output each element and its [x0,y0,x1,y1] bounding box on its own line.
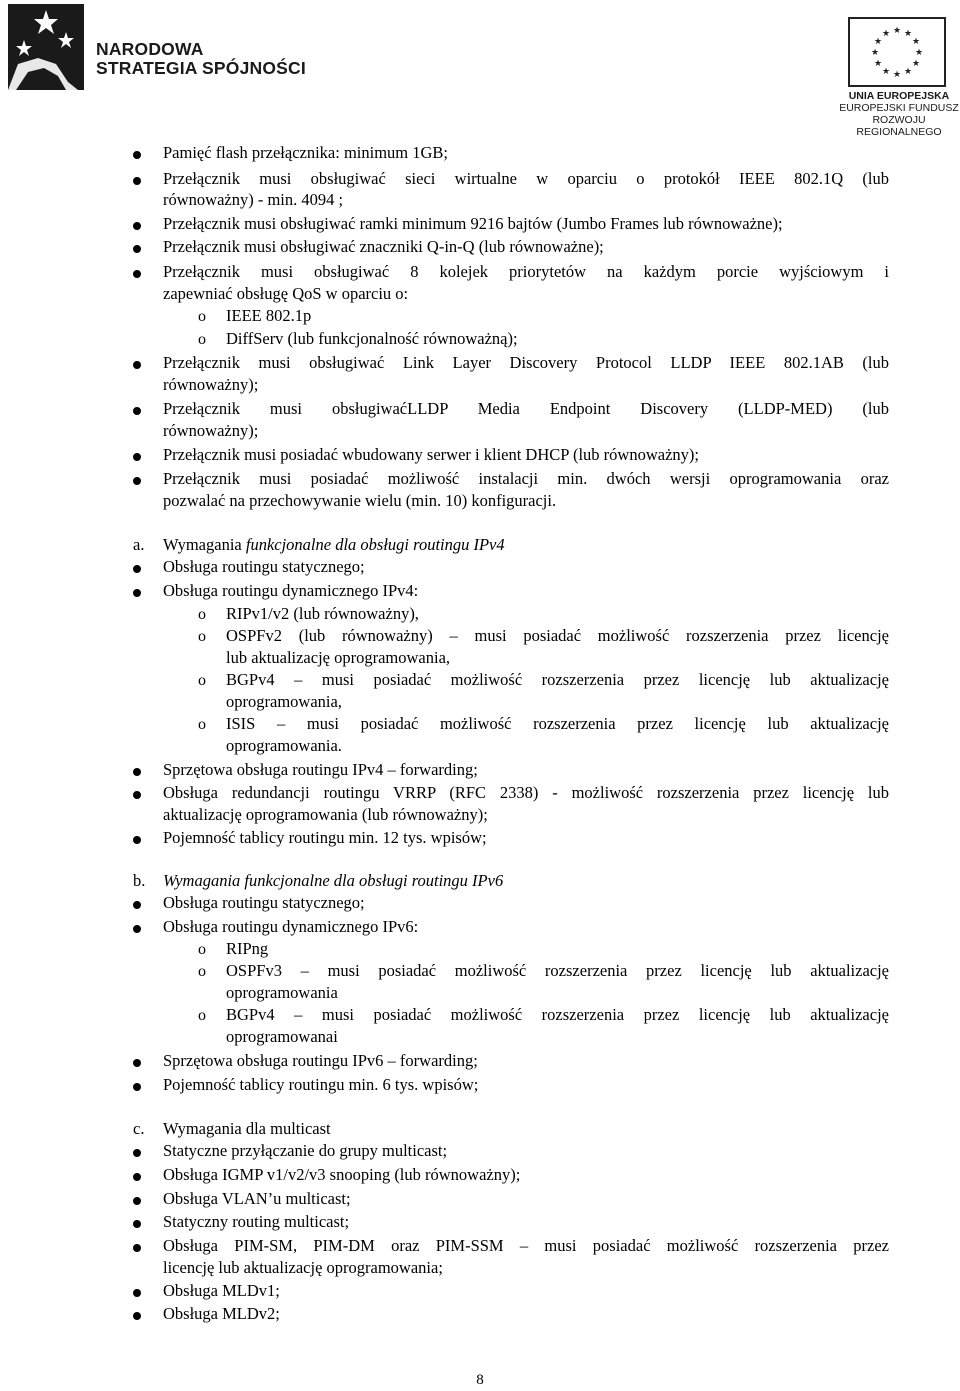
bullet-icon [133,151,141,159]
sub-bullet-icon: o [198,963,206,980]
sub-list-item: OSPFv2 (lub równoważny) – musi posiadać możliwość rozszerzenia przez licencję [226,626,889,645]
bullet-icon [133,1244,141,1252]
list-item: Statyczny routing multicast; [163,1212,350,1231]
list-item: Przełącznik musi obsługiwać sieci wirtualne w oparciu o protokół IEEE 802.1Q (lub [163,169,889,188]
list-item: Obsługa routingu dynamicznego IPv6: [163,917,419,936]
list-item: Obsługa routingu dynamicznego IPv4: [163,581,419,600]
svg-text:★: ★ [892,70,902,80]
section-a-title [163,535,505,555]
svg-text:★: ★ [903,29,913,39]
list-item-continuation: zapewniać obsługę QoS w oparciu o: [163,284,409,303]
eu-logo-text [838,90,960,138]
list-item: Obsługa IGMP v1/v2/v3 snooping (lub równoważny); [163,1165,521,1184]
list-item: Obsługa MLDv2; [163,1304,280,1323]
bullet-icon [133,1312,141,1320]
nss-logo-line2: STRATEGIA SPÓJNOŚCI [96,58,306,78]
list-item: Pamięć flash przełącznika: minimum 1GB; [163,143,449,162]
list-item: Statyczne przyłączanie do grupy multicast; [163,1141,448,1160]
section-b-title: Wymagania funkcjonalne dla obsługi routingu IPv6 [163,871,504,890]
section-c-marker: c. [133,1119,145,1138]
bullet-icon [133,1059,141,1067]
list-item: Obsługa PIM-SM, PIM-DM oraz PIM-SSM – musi posiadać możliwość rozszerzenia przez [163,1236,889,1255]
sub-bullet-icon: o [198,672,206,689]
section-a-title-italic: funkcjonalne dla obsługi routingu IPv4 [245,535,505,554]
sub-bullet-icon: o [198,716,206,733]
sub-list-item: DiffServ (lub funkcjonalność równoważną); [226,329,518,348]
bullet-icon [133,222,141,230]
page-header [0,0,960,138]
section-c-title: Wymagania dla multicast [163,1119,331,1138]
bullet-icon [133,477,141,485]
svg-text:★: ★ [892,26,902,36]
bullet-icon [133,791,141,799]
list-item-continuation: równoważny); [163,375,259,394]
list-item: Obsługa MLDv1; [163,1281,280,1300]
bullet-icon [133,177,141,185]
bullet-icon [133,453,141,461]
page-number: 8 [476,1372,484,1388]
sub-list-item-continuation: oprogramowanai [226,1027,338,1046]
bullet-icon [133,361,141,369]
bullet-icon [133,1173,141,1181]
sub-list-item: RIPv1/v2 (lub równoważny), [226,604,419,623]
list-item-continuation: licencję lub aktualizację oprogramowania; [163,1258,443,1277]
list-item: Obsługa routingu statycznego; [163,893,365,912]
list-item: Przełącznik musi posiadać możliwość instalacji min. dwóch wersji oprogramowania oraz [163,469,889,488]
svg-text:★: ★ [873,59,883,69]
svg-text:★: ★ [911,59,921,69]
sub-bullet-icon: o [198,308,206,325]
bullet-icon [133,1289,141,1297]
list-item: Sprzętowa obsługa routingu IPv6 – forwarding; [163,1051,478,1070]
list-item-continuation: równoważny); [163,421,259,440]
svg-text:★: ★ [881,29,891,39]
nss-logo-line1: NARODOWA [96,39,204,59]
list-item: Przełącznik musi obsługiwać ramki minimum 9216 bajtów (Jumbo Frames lub równoważne); [163,214,783,233]
bullet-icon [133,925,141,933]
bullet-icon [133,1197,141,1205]
sub-list-item: RIPng [226,939,269,958]
sub-bullet-icon: o [198,1007,206,1024]
svg-text:★: ★ [903,67,913,77]
section-b-marker: b. [133,871,146,890]
eu-line2: EUROPEJSKI FUNDUSZ [839,102,959,114]
list-item-continuation: aktualizację oprogramowania (lub równoważny); [163,805,488,824]
bullet-icon [133,836,141,844]
list-item: Przełącznik musi obsługiwać 8 kolejek priorytetów na każdym porcie wyjściowym i [163,262,889,281]
list-item: Sprzętowa obsługa routingu IPv4 – forwarding; [163,760,478,779]
list-item: Pojemność tablicy routingu min. 6 tys. wpisów; [163,1075,479,1094]
section-a-marker: a. [133,535,145,554]
sub-list-item: OSPFv3 – musi posiadać możliwość rozszerzenia przez licencję lub aktualizację [226,961,889,980]
sub-list-item: ISIS – musi posiadać możliwość rozszerzenia przez licencję lub aktualizację [226,714,889,733]
list-item-continuation: równoważny) - min. 4094 ; [163,190,344,209]
sub-list-item-continuation: oprogramowania [226,983,338,1002]
sub-bullet-icon: o [198,606,206,623]
narodowa-strategia-spojnosci-logo [8,4,84,90]
nss-logo-text [96,40,306,78]
sub-list-item: BGPv4 – musi posiadać możliwość rozszerzenia przez licencję lub aktualizację [226,1005,889,1024]
bullet-icon [133,1083,141,1091]
list-item: Obsługa routingu statycznego; [163,557,365,576]
sub-list-item: IEEE 802.1p [226,306,312,325]
list-item: Przełącznik musi obsługiwaćLLDP Media Endpoint Discovery (LLDP-MED) (lub [163,399,889,418]
svg-text:★: ★ [870,48,880,58]
svg-text:★: ★ [911,37,921,47]
sub-list-item-continuation: oprogramowania. [226,736,342,755]
bullet-icon [133,270,141,278]
list-item: Przełącznik musi obsługiwać Link Layer Discovery Protocol LLDP IEEE 802.1AB (lub [163,353,889,372]
list-item: Obsługa redundancji routingu VRRP (RFC 2338) - możliwość rozszerzenia przez licencję lub [163,783,889,802]
sub-list-item: BGPv4 – musi posiadać możliwość rozszerzenia przez licencję lub aktualizację [226,670,889,689]
eu-flag-icon [848,17,946,87]
svg-text:★: ★ [914,48,924,58]
sub-list-item-continuation: oprogramowania, [226,692,342,711]
bullet-icon [133,565,141,573]
bullet-icon [133,768,141,776]
svg-text:★: ★ [881,67,891,77]
list-item: Obsługa VLAN’u multicast; [163,1189,351,1208]
sub-bullet-icon: o [198,941,206,958]
bullet-icon [133,1220,141,1228]
sub-list-item-continuation: lub aktualizację oprogramowania, [226,648,451,667]
list-item: Przełącznik musi posiadać wbudowany serwer i klient DHCP (lub równoważny); [163,445,699,464]
list-item-continuation: pozwalać na przechowywanie wielu (min. 10) konfiguracji. [163,491,557,510]
eu-line3: ROZWOJU REGIONALNEGO [856,114,942,138]
eu-line1: UNIA EUROPEJSKA [848,90,950,102]
sub-bullet-icon: o [198,331,206,348]
section-a-title-plain: Wymagania [163,535,242,554]
bullet-icon [133,901,141,909]
bullet-icon [133,407,141,415]
bullet-icon [133,245,141,253]
list-item: Przełącznik musi obsługiwać znaczniki Q-in-Q (lub równoważne); [163,237,604,256]
list-item: Pojemność tablicy routingu min. 12 tys. wpisów; [163,828,487,847]
svg-text:★: ★ [873,37,883,47]
bullet-icon [133,589,141,597]
sub-bullet-icon: o [198,628,206,645]
bullet-icon [133,1149,141,1157]
